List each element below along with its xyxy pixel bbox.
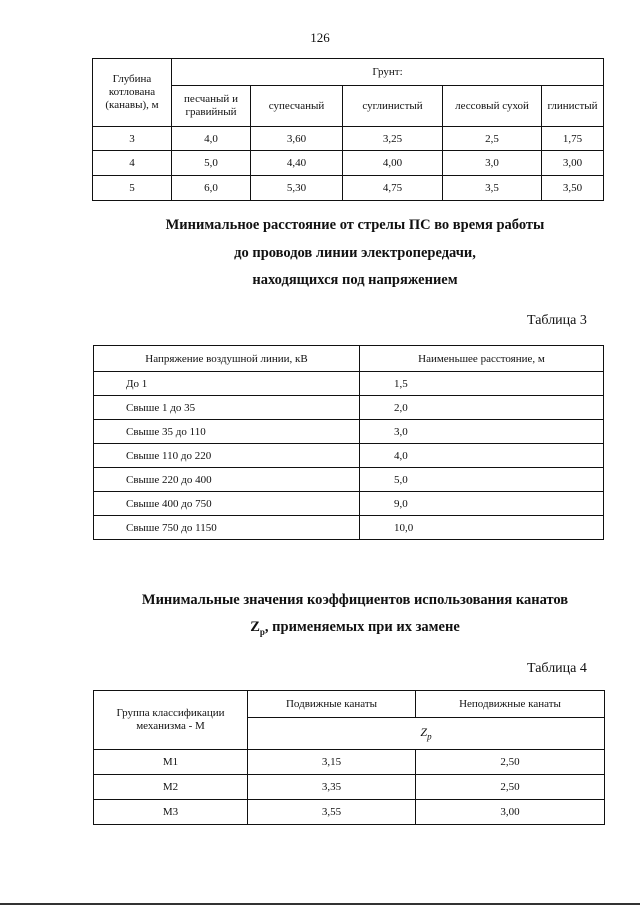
table-row bbox=[94, 396, 604, 420]
z-subscript: p bbox=[427, 731, 432, 742]
table-row bbox=[94, 492, 604, 516]
table-cell: M2 bbox=[94, 775, 248, 800]
table-cell: 4,00 bbox=[343, 151, 443, 176]
table-header-row bbox=[94, 346, 604, 372]
table-cell: 2,50 bbox=[416, 775, 605, 800]
table-row bbox=[94, 750, 605, 775]
table-cell: 3,00 bbox=[542, 151, 604, 176]
table-row bbox=[94, 420, 604, 444]
table-cell: 3,0 bbox=[360, 420, 604, 444]
title-rest: , применяемых при их замене bbox=[264, 619, 460, 635]
section-title-line: Минимальное расстояние от стрелы ПС во время работы bbox=[165, 217, 545, 233]
table-cell: 6,0 bbox=[172, 176, 251, 201]
table-cell: Свыше 220 до 400 bbox=[94, 468, 360, 492]
column-header: Неподвижные канаты bbox=[416, 691, 605, 718]
table-cell: Свыше 1 до 35 bbox=[94, 396, 360, 420]
table-row bbox=[93, 151, 604, 176]
table-cell: 3,55 bbox=[248, 800, 416, 825]
table-cell: 5,0 bbox=[360, 468, 604, 492]
table-cell: Свыше 35 до 110 bbox=[94, 420, 360, 444]
depth-column-header: Глубина котлована (канавы), м bbox=[93, 59, 172, 127]
table-cell: 4,0 bbox=[172, 127, 251, 151]
z-coefficient-header bbox=[248, 718, 605, 750]
table-cell: 10,0 bbox=[360, 516, 604, 540]
table-cell: M1 bbox=[94, 750, 248, 775]
table-label: Таблица 4 bbox=[527, 661, 587, 676]
table-cell: Свыше 750 до 1150 bbox=[94, 516, 360, 540]
table-cell: 9,0 bbox=[360, 492, 604, 516]
soil-depth-table bbox=[92, 58, 604, 201]
table-cell: 2,5 bbox=[443, 127, 542, 151]
soil-header: песчаный и гравийный bbox=[172, 86, 251, 127]
column-header: Напряжение воздушной линии, кВ bbox=[94, 346, 360, 372]
voltage-distance-table bbox=[93, 345, 604, 540]
table-cell: Свыше 400 до 750 bbox=[94, 492, 360, 516]
table-cell: 5 bbox=[93, 176, 172, 201]
column-header: Наименьшее расстояние, м bbox=[360, 346, 604, 372]
z-symbol: Z bbox=[420, 725, 428, 740]
soil-header: лессовый сухой bbox=[443, 86, 542, 127]
soil-header: глинистый bbox=[542, 86, 604, 127]
section-title-line: Минимальные значения коэффициентов использования канатов bbox=[141, 592, 569, 608]
soil-header: суглинистый bbox=[343, 86, 443, 127]
table-cell: 4,75 bbox=[343, 176, 443, 201]
soil-header: супесчаный bbox=[251, 86, 343, 127]
column-header: Подвижные канаты bbox=[248, 691, 416, 718]
table-cell: 4,0 bbox=[360, 444, 604, 468]
table-row bbox=[94, 775, 605, 800]
table-cell: 1,5 bbox=[360, 372, 604, 396]
table-cell: 1,75 bbox=[542, 127, 604, 151]
section-title-line bbox=[0, 619, 640, 637]
table-label: Таблица 3 bbox=[527, 313, 587, 328]
mechanism-group-header: Группа классификации механизма - М bbox=[94, 691, 248, 750]
table-cell: 2,50 bbox=[416, 750, 605, 775]
z-subscript: p bbox=[259, 626, 265, 637]
table-cell: До 1 bbox=[94, 372, 360, 396]
table-cell: 3,15 bbox=[248, 750, 416, 775]
table-cell: 4 bbox=[93, 151, 172, 176]
section-title-line: находящихся под напряжением bbox=[252, 272, 458, 288]
table-cell: 3,0 bbox=[443, 151, 542, 176]
rope-coefficient-table bbox=[93, 690, 605, 825]
table-cell: M3 bbox=[94, 800, 248, 825]
table-cell: 3,25 bbox=[343, 127, 443, 151]
table-cell: 3,50 bbox=[542, 176, 604, 201]
z-symbol: Z bbox=[250, 619, 260, 635]
table-row bbox=[94, 372, 604, 396]
table-cell: 4,40 bbox=[251, 151, 343, 176]
table-cell: 3,5 bbox=[443, 176, 542, 201]
table-cell: 3,35 bbox=[248, 775, 416, 800]
table-row bbox=[94, 444, 604, 468]
table-row bbox=[93, 176, 604, 201]
table-cell: 5,30 bbox=[251, 176, 343, 201]
table-cell: 5,0 bbox=[172, 151, 251, 176]
soil-group-header: Грунт: bbox=[172, 59, 604, 86]
page-number: 126 bbox=[310, 30, 330, 45]
table-cell: 3,00 bbox=[416, 800, 605, 825]
table-cell: 3 bbox=[93, 127, 172, 151]
table-row bbox=[94, 800, 605, 825]
section-title-line: до проводов линии электропередачи, bbox=[234, 245, 476, 261]
table-cell: 3,60 bbox=[251, 127, 343, 151]
table-row bbox=[94, 468, 604, 492]
table-cell: 2,0 bbox=[360, 396, 604, 420]
table-row bbox=[93, 127, 604, 151]
table-row bbox=[94, 516, 604, 540]
table-cell: Свыше 110 до 220 bbox=[94, 444, 360, 468]
